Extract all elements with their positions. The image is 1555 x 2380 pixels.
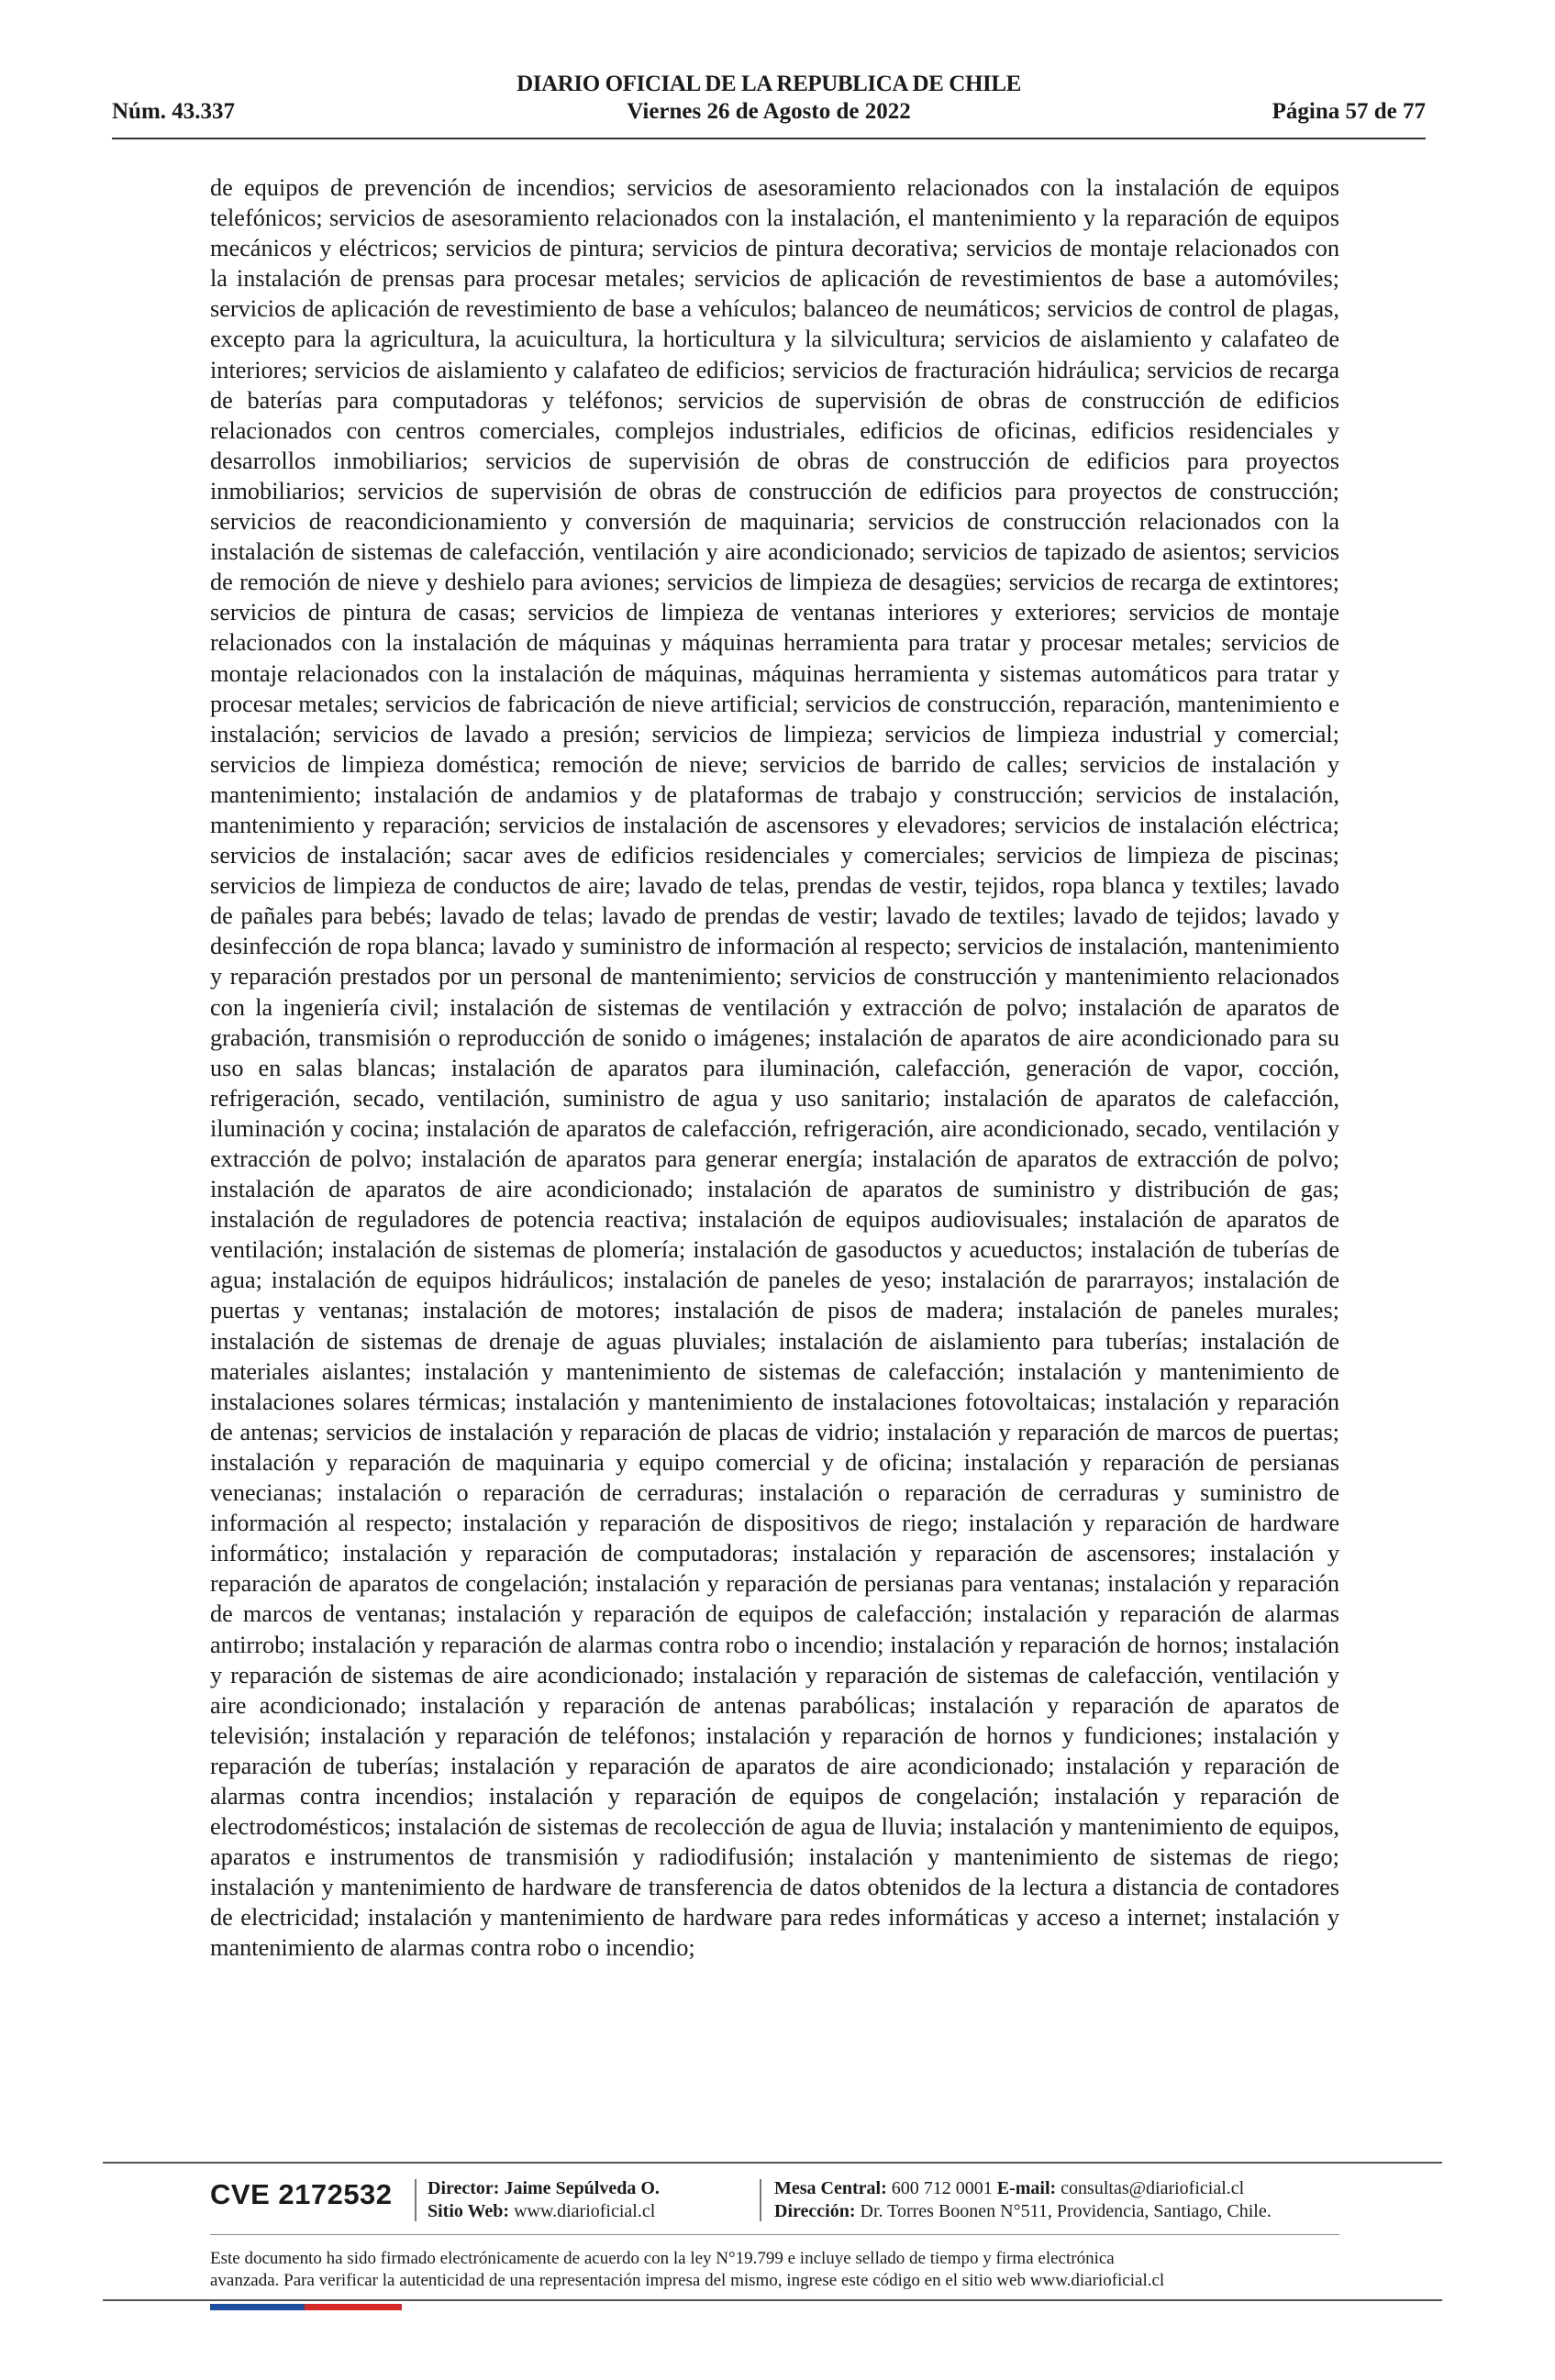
flag-stripe-blue <box>210 2304 305 2310</box>
header-divider <box>112 138 1426 139</box>
address-value: Dr. Torres Boonen N°511, Providencia, Santiago, Chile. <box>860 2201 1272 2221</box>
issue-date: Viernes 26 de Agosto de 2022 <box>627 99 911 124</box>
flag-stripe-red <box>305 2304 402 2310</box>
footer-separator <box>760 2179 761 2221</box>
director-label: Director: <box>428 2178 500 2198</box>
footer-director-block <box>428 2177 660 2223</box>
issue-number: Núm. 43.337 <box>112 99 236 124</box>
website-label: Sitio Web: <box>428 2201 510 2221</box>
footer-divider-top <box>103 2162 1442 2164</box>
mesa-label: Mesa Central: <box>774 2178 887 2198</box>
mesa-phone: 600 712 0001 <box>891 2178 993 2198</box>
legal-notice <box>210 2248 1339 2292</box>
newspaper-title: DIARIO OFICIAL DE LA REPUBLICA DE CHILE <box>516 72 1021 96</box>
legal-line: avanzada. Para verificar la autenticidad de una representación impresa del mismo, ingrese este código en el sitio web www.diarioficial.cl <box>210 2271 1165 2290</box>
footer-separator <box>415 2179 417 2221</box>
page-header <box>112 72 1426 132</box>
website-link[interactable]: www.diarioficial.cl <box>514 2201 656 2221</box>
footer-divider-mid <box>210 2234 1339 2235</box>
footer-divider-bottom <box>103 2299 1442 2301</box>
director-line <box>428 2177 660 2200</box>
director-name: Jaime Sepúlveda O. <box>504 2178 660 2198</box>
legal-line: Este documento ha sido firmado electrónicamente de acuerdo con la ley N°19.799 e incluye sellado de tiempo y firma electrónica <box>210 2249 1115 2268</box>
email-label: E-mail: <box>996 2178 1057 2198</box>
page-number: Página 57 de 77 <box>1272 99 1426 124</box>
footer-contact-block <box>774 2177 1272 2223</box>
cve-code: CVE 2172532 <box>210 2178 393 2210</box>
contact-line <box>774 2177 1272 2200</box>
address-label: Dirección: <box>774 2201 856 2221</box>
body-paragraph: de equipos de prevención de incendios; servicios de asesoramiento relacionados con la instalación de equipos telefónicos; servicios de asesoramiento relacionados con la instalación, el mantenimiento y la reparación de equipos mecánicos y eléctricos; servicios de pintura; servicios de pintura decorativa; servicios de montaje relacionados con la instalación de prensas para procesar metales; servicios de aplicación de revestimientos de base a automóviles; servicios de aplicación de revestimiento de base a vehículos; balanceo de neumáticos; servicios de control de plagas, excepto para la agricultura, la acuicultura, la horticultura y la silvicultura; servicios de aislamiento y calafateo de interiores; servicios de aislamiento y calafateo de edificios; servicios de fracturación hidráulica; servicios de recarga de baterías para computadoras y teléfonos; servicios de supervisión de obras de construcción de edificios relacionados con centros comerciales, complejos industriales, edificios de oficinas, edificios residenciales y desarrollos inmobiliarios; servicios de supervisión de obras de construcción de edificios para proyectos inmobiliarios; servicios de supervisión de obras de construcción de edificios para proyectos de construcción; servicios de reacondicionamiento y conversión de maquinaria; servicios de construcción relacionados con la instalación de sistemas de calefacción, ventilación y aire acondicionado; servicios de tapizado de asientos; servicios de remoción de nieve y deshielo para aviones; servicios de limpieza de desagües; servicios de recarga de extintores; servicios de pintura de casas; servicios de limpieza de ventanas interiores y exteriores; servicios de montaje relacionados con la instalación de máquinas y máquinas herramienta para tratar y procesar metales; servicios de montaje relacionados con la instalación de máquinas, máquinas herramienta y sistemas automáticos para tratar y procesar metales; servicios de fabricación de nieve artificial; servicios de construcción, reparación, mantenimiento e instalación; servicios de lavado a presión; servicios de limpieza; servicios de limpieza industrial y comercial; servicios de limpieza doméstica; remoción de nieve; servicios de barrido de calles; servicios de instalación y mantenimiento; instalación de andamios y de plataformas de trabajo y construcción; servicios de instalación, mantenimiento y reparación; servicios de instalación de ascensores y elevadores; servicios de instalación eléctrica; servicios de instalación; sacar aves de edificios residenciales y comerciales; servicios de limpieza de piscinas; servicios de limpieza de conductos de aire; lavado de telas, prendas de vestir, tejidos, ropa blanca y textiles; lavado de pañales para bebés; lavado de telas; lavado de prendas de vestir; lavado de textiles; lavado de tejidos; lavado y desinfección de ropa blanca; lavado y suministro de información al respecto; servicios de instalación, mantenimiento y reparación prestados por un personal de mantenimiento; servicios de construcción y mantenimiento relacionados con la ingeniería civil; instalación de sistemas de ventilación y extracción de polvo; instalación de aparatos de grabación, transmisión o reproducción de sonido o imágenes; instalación de aparatos de aire acondicionado para su uso en salas blancas; instalación de aparatos para iluminación, calefacción, generación de vapor, cocción, refrigeración, secado, ventilación, suministro de agua y uso sanitario; instalación de aparatos de calefacción, iluminación y cocina; instalación de aparatos de calefacción, refrigeración, aire acondicionado, secado, ventilación y extracción de polvo; instalación de aparatos para generar energía; instalación de aparatos de extracción de polvo; instalación de aparatos de aire acondicionado; instalación de aparatos de suministro y distribución de gas; instalación de reguladores de potencia reactiva; instalación de equipos audiovisuales; instalación de aparatos de ventilación; instalación de sistemas de plomería; instalación de gasoductos y acueductos; instalación de tuberías de agua; instalación de equipos hidráulicos; instalación de paneles de yeso; instalación de pararrayos; instalación de puertas y ventanas; instalación de motores; instalación de pisos de madera; instalación de paneles murales; instalación de sistemas de drenaje de aguas pluviales; instalación de aislamiento para tuberías; instalación de materiales aislantes; instalación y mantenimiento de sistemas de calefacción; instalación y mantenimiento de instalaciones solares térmicas; instalación y mantenimiento de instalaciones fotovoltaicas; instalación y reparación de antenas; servicios de instalación y reparación de placas de vidrio; instalación y reparación de marcos de puertas; instalación y reparación de maquinaria y equipo comercial y de oficina; instalación y reparación de persianas venecianas; instalación o reparación de cerraduras; instalación o reparación de cerraduras y suministro de información al respecto; instalación y reparación de dispositivos de riego; instalación y reparación de hardware informático; instalación y reparación de computadoras; instalación y reparación de ascensores; instalación y reparación de aparatos de congelación; instalación y reparación de persianas para ventanas; instalación y reparación de marcos de ventanas; instalación y reparación de equipos de calefacción; instalación y reparación de alarmas antirrobo; instalación y reparación de alarmas contra robo o incendio; instalación y reparación de hornos; instalación y reparación de sistemas de aire acondicionado; instalación y reparación de sistemas de calefacción, ventilación y aire acondicionado; instalación y reparación de antenas parabólicas; instalación y reparación de aparatos de televisión; instalación y reparación de teléfonos; instalación y reparación de hornos y fundiciones; instalación y reparación de tuberías; instalación y reparación de aparatos de aire acondicionado; instalación y reparación de alarmas contra incendios; instalación y reparación de equipos de congelación; instalación y reparación de electrodomésticos; instalación de sistemas de recolección de agua de lluvia; instalación y mantenimiento de equipos, aparatos e instrumentos de transmisión y radiodifusión; instalación y mantenimiento de sistemas de riego; instalación y mantenimiento de hardware de transferencia de datos obtenidos de la lectura a distancia de contadores de electricidad; instalación y mantenimiento de hardware para redes informáticas y acceso a internet; instalación y mantenimiento de alarmas contra robo o incendio; <box>210 174 1339 1962</box>
address-line <box>774 2200 1272 2223</box>
email-link[interactable]: consultas@diarioficial.cl <box>1061 2178 1245 2198</box>
website-line <box>428 2200 660 2223</box>
